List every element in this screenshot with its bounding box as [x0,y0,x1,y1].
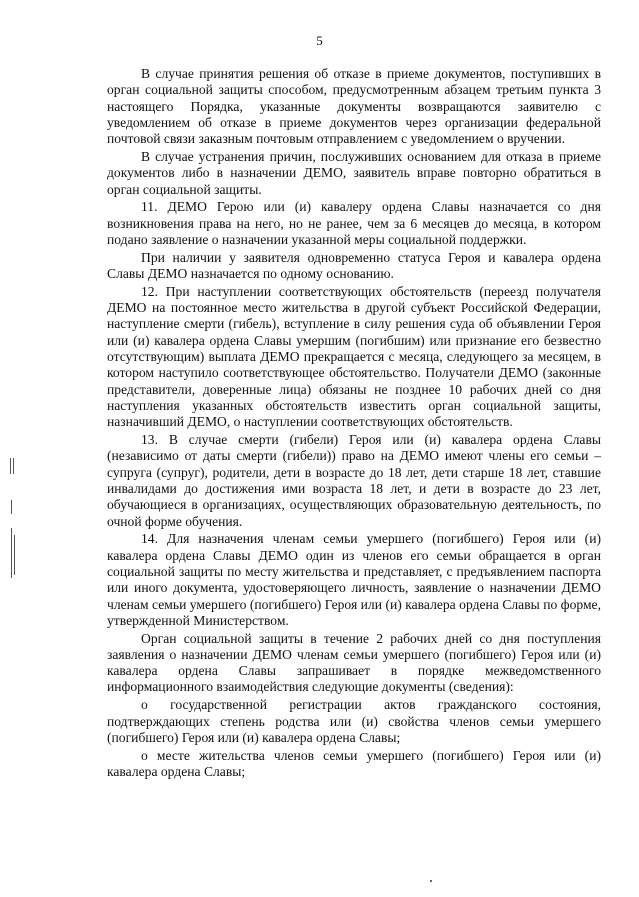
scan-speck [430,880,432,882]
paragraph: Орган социальной защиты в течение 2 рабочих дней со дня поступления заявления о назначении ДЕМО членам семьи умершего (погибшего) Героя или (и) кавалера ордена Славы запрашивает в порядке межведомственного информационного взаимодействия следующие документы (сведения): [107,630,601,695]
page-number: 5 [316,33,323,48]
paragraph: о месте жительства членов семьи умершего (погибшего) Героя или (и) кавалера ордена Славы; [107,747,601,779]
paragraph: При наличии у заявителя одновременно статуса Героя и кавалера ордена Славы ДЕМО назначается по одному основанию. [107,249,601,282]
paragraph: 11. ДЕМО Герою или (и) кавалеру ордена Славы назначается со дня возникновения права на него, но не ранее, чем за 6 месяцев до месяца, в котором подано заявление о назначении указанной меры социальной поддержки. [107,199,601,247]
paragraph: 14. Для назначения членам семьи умершего (погибшего) Героя или (и) кавалера ордена Славы ДЕМО один из членов его семьи обращается в орган социальной защиты по месту жительства и представляет, с предъявлением паспорта или иного документа, удостоверяющего личность, заявление о назначении ДЕМО членам семьи умершего (погибшего) Героя или (и) кавалера ордена Славы по форме, утвержденной Министерством. [107,531,601,628]
paragraph: В случае принятия решения об отказе в приеме документов, поступивших в орган социальной защиты способом, предусмотренным абзацем третьим пункта 3 настоящего Порядка, указанные документы возвращаются заявителю с уведомлением об отказе в приеме документов через организации федеральной почтовой связи заказным почтовым отправлением с уведомлением о вручении. [107,66,601,147]
scan-margin-marks [8,440,20,590]
paragraph: В случае устранения причин, послуживших основанием для отказа в приеме документов либо в назначении ДЕМО, заявитель вправе повторно обратиться в орган социальной защиты. [107,148,601,197]
paragraph: 12. При наступлении соответствующих обстоятельств (переезд получателя ДЕМО на постоянное место жительства в другой субъект Российской Федерации, наступление смерти (гибель), вступление в силу решения суда об объявлении Героя или (и) кавалера ордена Славы умершим (погибшим) или признание его безвестно отсутствующим) выплата ДЕМО прекращается с месяца, следующего за месяцем, в котором наступило соответствующее обстоятельство. Получатели ДЕМО (законные представители, доверенные лица) обязаны не позднее 10 рабочих дней со дня наступления указанных обстоятельств известить орган социальной защиты, назначивший ДЕМО, о наступлении соответствующих обстоятельств. [107,283,601,430]
document-body [107,66,601,782]
paragraph: 13. В случае смерти (гибели) Героя или (и) кавалера ордена Славы (независимо от даты смерти (гибели)) право на ДЕМО имеют члены его семьи – супруга (супруг), родители, дети в возрасте до 18 лет, дети старше 18 лет, ставшие инвалидами до достижения ими возраста 18 лет, и дети в возрасте до 23 лет, обучающиеся в организациях, осуществляющих образовательную деятельность, по очной форме обучения. [107,432,601,529]
paragraph: о государственной регистрации актов гражданского состояния, подтверждающих степень родства или (и) свойства членов семьи умершего (погибшего) Героя или (и) кавалера ордена Славы; [107,697,601,745]
